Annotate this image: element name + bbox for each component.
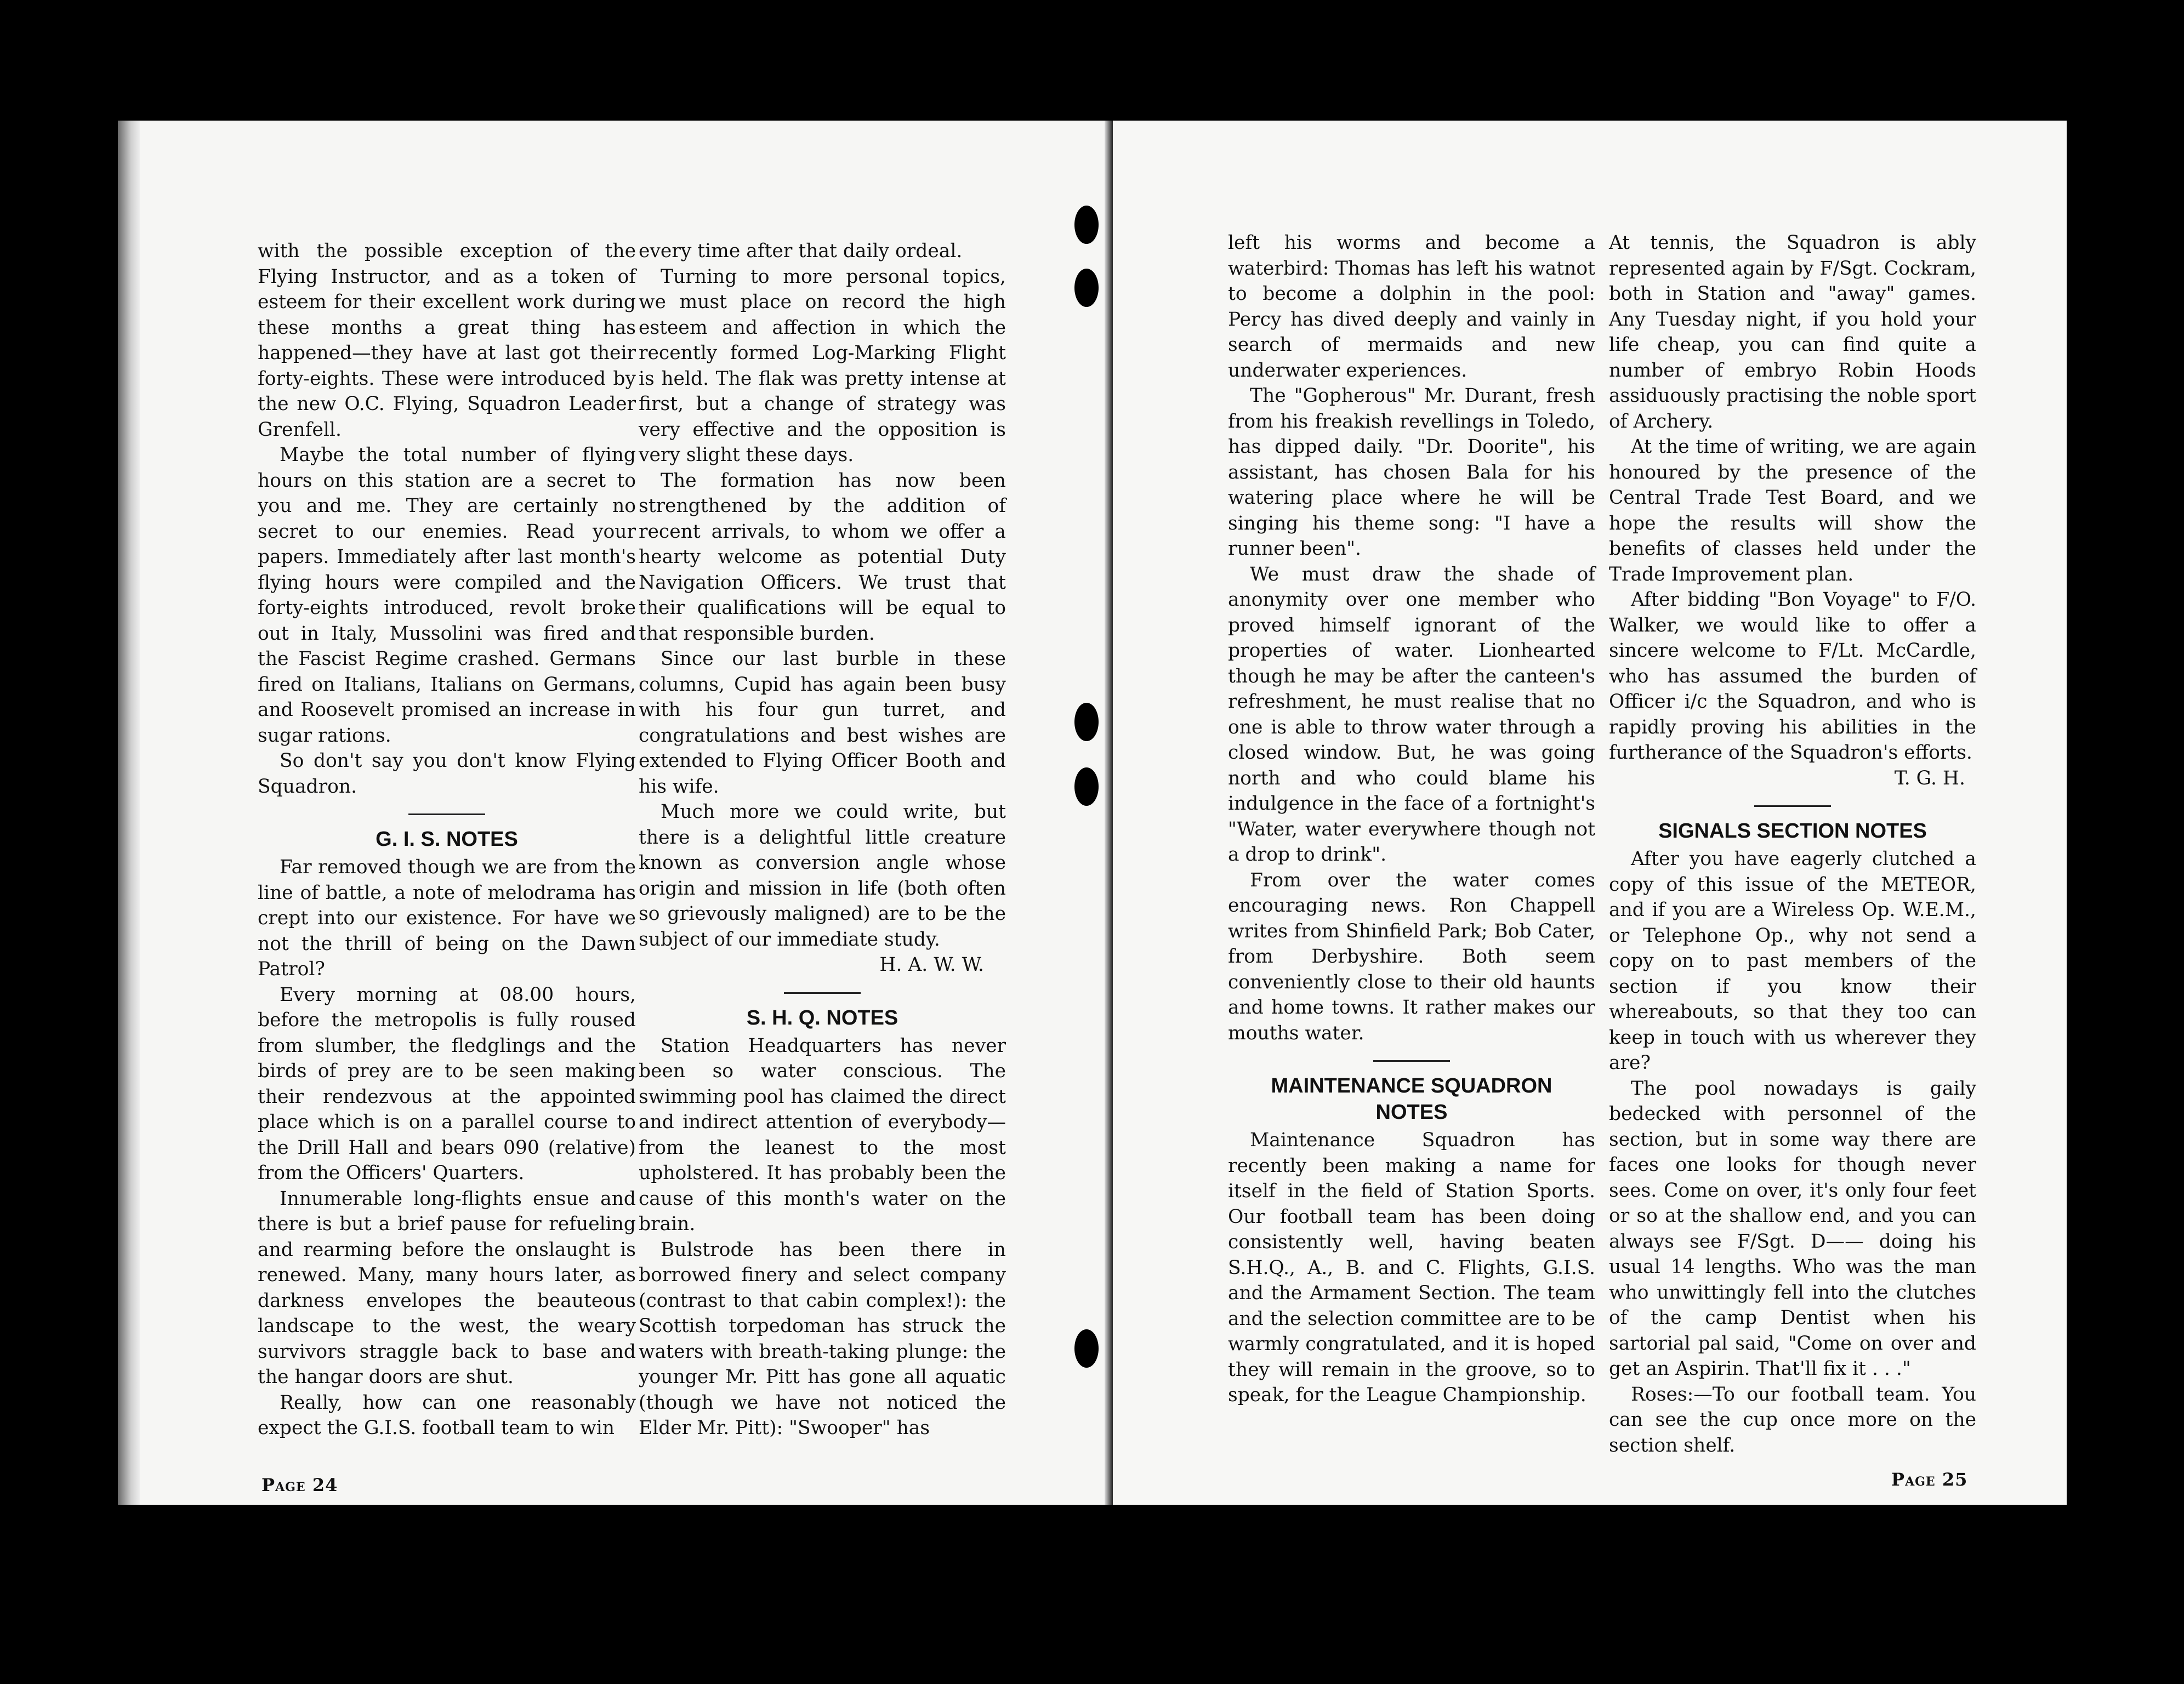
paragraph: So don't say you don't know Flying Squadron. (258, 750, 636, 798)
page-number-left: Page 24 (261, 1475, 338, 1495)
punch-hole (1074, 1329, 1099, 1368)
paragraph: After bidding "Bon Voyage" to F/O. Walker, we would like to offer a sincere welcome to F/Lt. McCardle, who has assumed the burden of Officer i/c the Squadron, and who is rapidly proving his abilities in the furtherance of the Squadron's efforts. (1609, 589, 1976, 764)
paragraph: Station Headquarters has never been so water conscious. The swimming pool has claimed the direct and indirect attention of everybody—from the leanest to the most upholstered. It has probably been the cause of this month's water on the brain. (639, 1034, 1006, 1235)
paragraph: The pool nowadays is gaily bedecked with personnel of the section, but in some way there are faces one looks for though never sees. Come on over, it's only four feet or so at the shallow end, and you can always see F/Sgt. D—— doing his usual 14 lengths. Who was the man who unwittingly fell into the clutches of the camp Dentist when his sartorial pal said, "Come on over and get an Aspirin. That'll fix it . . ." (1609, 1077, 1976, 1380)
paragraph: The formation has now been strengthened by the addition of recent arrivals, to whom we offer a hearty welcome as potential Duty Navigation Officers. We trust that their qualifications will be equal to that responsible burden. (639, 469, 1006, 645)
paragraph: Roses:—To our football team. You can see the cup once more on the section shelf. (1609, 1383, 1976, 1457)
section-divider (408, 813, 485, 815)
paragraph: with the possible exception of the Flying Instructor, and as a token of esteem for their excellent work during these months a great thing has happened—they have at last got their forty-eights. These were introduced by the new O.C. Flying, Squadron Leader Grenfell. (258, 240, 636, 441)
section-divider (784, 992, 861, 994)
magazine-spread (118, 121, 2067, 1505)
punch-hole (1074, 206, 1099, 244)
paragraph: Maintenance Squadron has recently been making a name for itself in the field of Station Sports. Our football team has been doing consistently well, having beaten S.H.Q., A., B. and C. Flights, G.I.S. and the Armament Section. The team and the selection committee are to be warmly congratulated, and it is hoped they will remain in the groove, so to speak, for the League Championship. (1228, 1129, 1595, 1406)
paragraph: The "Gopherous" Mr. Durant, fresh from his freakish revellings in Toledo, has dipped daily. "Dr. Doorite", his assistant, has chosen Bala for his watering place where he will be singing his theme song: "I have a runner been". (1228, 385, 1595, 560)
paragraph: Innumerable long-flights ensue and there is but a brief pause for refueling and rearming before the onslaught is renewed. Many, many hours later, as darkness envelopes the beauteous landscape to the west, the weary survivors straggle back to base and the hangar doors are shut. (258, 1187, 636, 1388)
page-number-right: Page 25 (1891, 1469, 1968, 1490)
paragraph: At the time of writing, we are again honoured by the presence of the Central Trade Test Board, and we hope the results will show the benefits of classes held under the Trade Improvement plan. (1609, 436, 1976, 585)
signature: T. G. H. (1894, 767, 1965, 789)
paragraph: From over the water comes encouraging news. Ron Chappell writes from Shinfield Park; Bob Cater, from Derbyshire. Both seem conveniently close to their old haunts and home towns. It rather makes our mouths water. (1228, 869, 1595, 1044)
paragraph: Bulstrode has been there in borrowed finery and select company (contrast to that cabin complex!): the Scottish torpedoman has struck the waters with breath-taking plunge: the younger Mr. Pitt has gone all aquatic (though we have not noticed the Elder Mr. Pitt): "Swooper" has (639, 1238, 1006, 1439)
left-page (118, 121, 1113, 1505)
paragraph: Far removed though we are from the line of battle, a note of melodrama has crept into our existence. For have we not the thrill of being on the Dawn Patrol? (258, 856, 636, 980)
left-column-1 (258, 238, 636, 1441)
right-column-1 (1228, 230, 1595, 1408)
paragraph: After you have eagerly clutched a copy of this issue of the METEOR, and if you are a Wireless Op. W.E.M., or Telephone Op., why not send a copy on to past members of the section if you know their whereabouts, so that they too can keep in touch with us wherever they are? (1609, 848, 1976, 1074)
right-column-2 (1609, 230, 1976, 1458)
section-divider (1754, 805, 1831, 807)
paragraph: left his worms and become a waterbird: Thomas has left his watnot to become a dolphin in the pool: Percy has dived deeply and vainly in search of mermaids and new underwater experiences. (1228, 232, 1595, 382)
paragraph: At tennis, the Squadron is ably represented again by F/Sgt. Cockram, both in Station and "away" games. Any Tuesday night, if you hold your life cheap, you can find quite a number of embryo Robin Hoods assiduously practising the noble sport of Archery. (1609, 232, 1976, 433)
paragraph: every time after that daily ordeal. (639, 240, 963, 262)
paragraph: Really, how can one reasonably expect the G.I.S. football team to win (258, 1391, 636, 1439)
right-page (1113, 121, 2067, 1505)
section-heading-gis: G. I. S. NOTES (376, 828, 518, 851)
section-heading-shq: S. H. Q. NOTES (746, 1006, 898, 1029)
punch-hole (1074, 703, 1099, 741)
section-divider (1373, 1060, 1450, 1062)
paragraph: Every morning at 08.00 hours, before the metropolis is fully roused from slumber, the fledglings and the birds of prey are to be seen making their rendezvous at the appointed place which is on a parallel course to the Drill Hall and bears 090 (relative) from the Officers' Quarters. (258, 983, 636, 1184)
paragraph: Maybe the total number of flying hours on this station are a secret to you and me. They are certainly no secret to our enemies. Read your papers. Immediately after last month's flying hours were compiled and the forty-eights introduced, revolt broke out in Italy, Mussolini was fired and the Fascist Regime crashed. Germans fired on Italians, Italians on Germans, and Roosevelt promised an increase in sugar rations. (258, 444, 636, 747)
section-heading-maintenance: MAINTENANCE SQUADRON NOTES (1271, 1074, 1552, 1124)
section-heading-signals: SIGNALS SECTION NOTES (1658, 820, 1927, 843)
paragraph: Since our last burble in these columns, Cupid has again been busy with his four gun turret, and congratulations and best wishes are extended to Flying Officer Booth and his wife. (639, 648, 1006, 798)
punch-hole (1074, 767, 1099, 806)
paragraph: Much more we could write, but there is a delightful little creature known as conversion angle whose origin and mission in life (both often so grievously maligned) are to be the subject of our immediate study. (639, 801, 1006, 951)
punch-hole (1074, 269, 1099, 307)
paragraph: Turning to more personal topics, we must place on record the high esteem and affection in which the recently formed Log-Marking Flight is held. The flak was pretty intense at first, but a change of strategy was very effective and the opposition is very slight these days. (639, 265, 1006, 466)
binding-edge (118, 121, 140, 1505)
paragraph: We must draw the shade of anonymity over one member who proved himself ignorant of the properties of water. Lionhearted though he may be after the canteen's refreshment, he must realise that no one is able to throw water through a closed window. But, he was going north and who could blame his indulgence in the face of a fortnight's "Water, water everywhere though not a drop to drink". (1228, 563, 1595, 866)
left-column-2 (639, 238, 1006, 1441)
signature: H. A. W. W. (879, 954, 984, 976)
